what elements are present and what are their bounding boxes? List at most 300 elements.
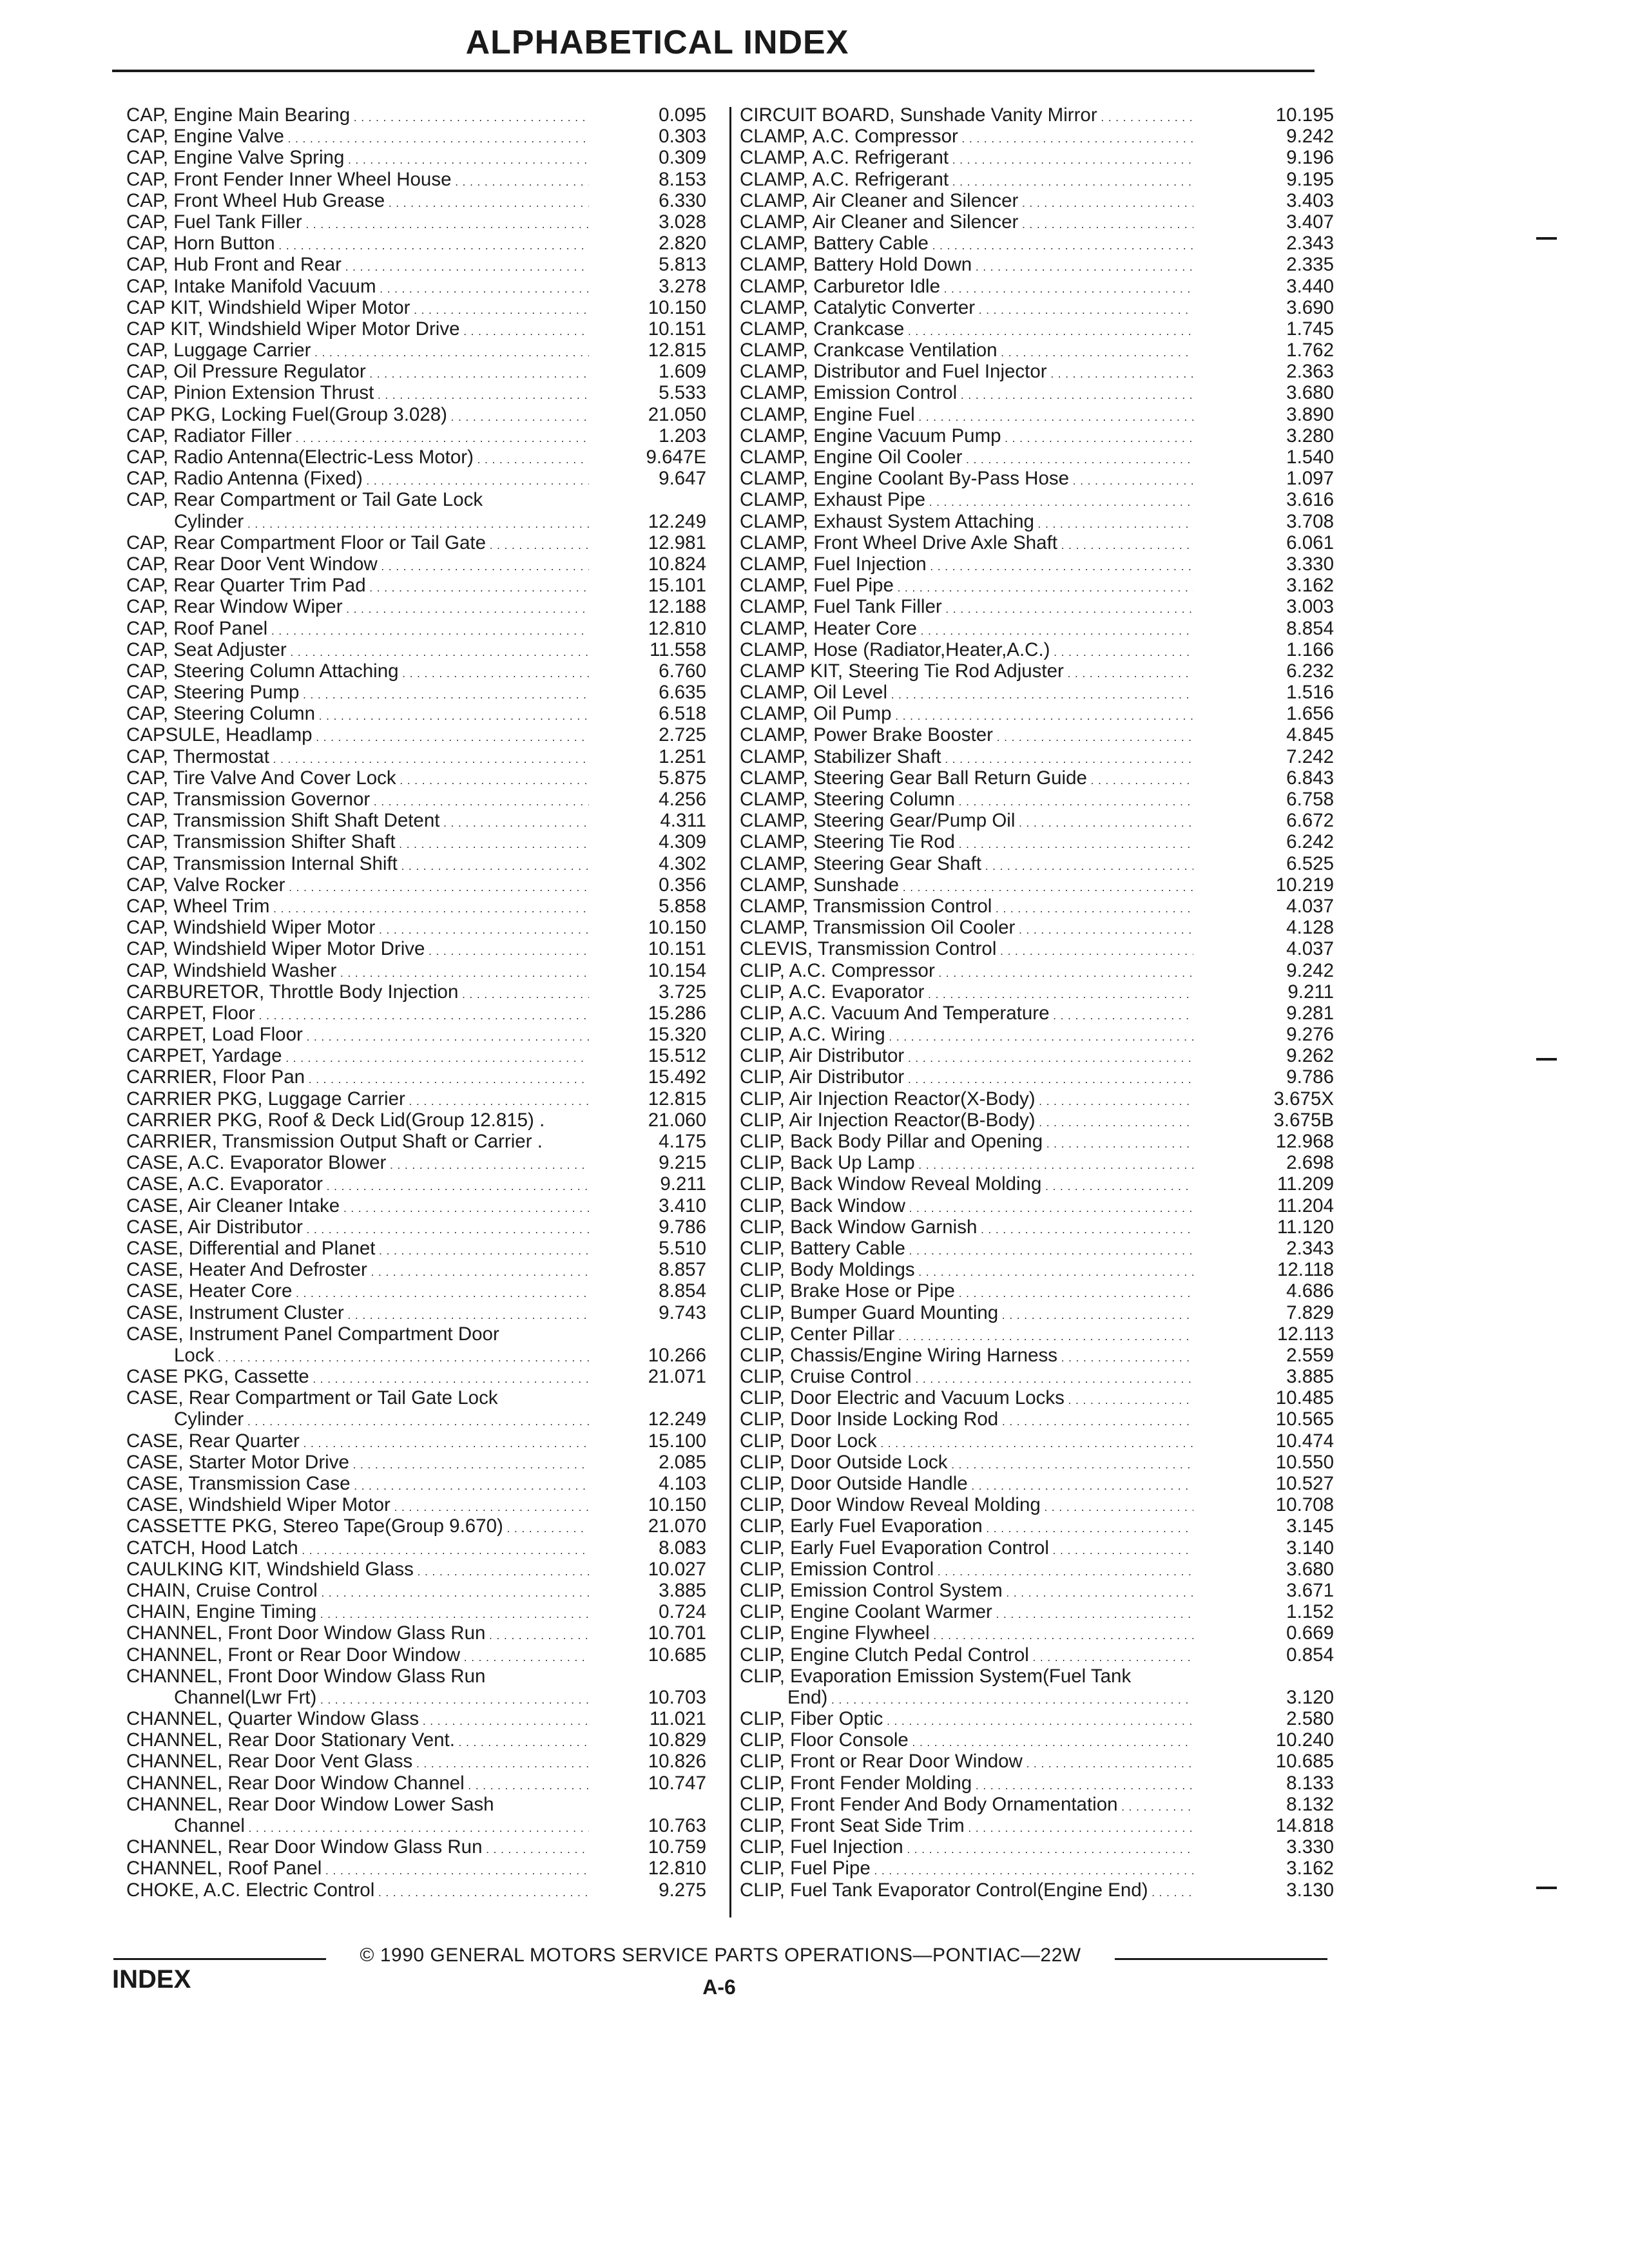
entry-description: CLIP, Chassis/Engine Wiring Harness . . . — [740, 1345, 1193, 1369]
index-entry — [126, 1195, 719, 1216]
index-entry — [740, 1238, 1333, 1259]
entry-group-number: 6.242 — [1286, 831, 1334, 853]
entry-description: CLAMP, Air Cleaner and Silencer . . . — [740, 211, 1193, 235]
entry-group-number: 10.150 — [648, 917, 706, 939]
index-entry — [740, 447, 1333, 468]
entry-description: CAP PKG, Locking Fuel(Group 3.028) . . . — [126, 404, 589, 428]
entry-group-number: 6.061 — [1286, 532, 1334, 553]
index-entry — [740, 917, 1333, 938]
index-entry — [740, 896, 1333, 917]
entry-description: CARRIER PKG, Roof & Deck Lid(Group 12.815) . — [126, 1109, 545, 1131]
entry-group-number: 3.885 — [659, 1579, 706, 1601]
entry-group-number: 3.680 — [1286, 1558, 1334, 1580]
entry-group-number: 3.130 — [1286, 1879, 1334, 1901]
entry-description: CLIP, Air Distributor . . . — [740, 1066, 1193, 1090]
entry-description: CAP, Radio Antenna(Electric-Less Motor) . . . — [126, 447, 589, 470]
index-entry — [740, 1708, 1333, 1729]
entry-description: Channel . . . — [126, 1815, 589, 1839]
entry-description: CLIP, Fuel Injection . . . — [740, 1836, 1193, 1860]
entry-description: CARPET, Load Floor . . . — [126, 1024, 589, 1048]
index-entry — [126, 553, 719, 575]
entry-group-number: 9.196 — [1286, 147, 1334, 169]
index-entry — [126, 789, 719, 810]
entry-description: CLAMP, Heater Core . . . — [740, 618, 1193, 642]
entry-group-number: 10.027 — [648, 1558, 706, 1580]
index-entry — [740, 960, 1333, 981]
entry-description: CARBURETOR, Throttle Body Injection . . . — [126, 981, 589, 1005]
entry-description: CAP, Fuel Tank Filler . . . — [126, 211, 589, 235]
entry-description: Channel(Lwr Frt) . . . — [126, 1687, 589, 1711]
entry-group-number: 10.151 — [648, 938, 706, 960]
entry-description: CLAMP, Hose (Radiator,Heater,A.C.) . . . — [740, 639, 1193, 663]
index-entry — [126, 169, 719, 190]
entry-description: CLIP, Brake Hose or Pipe . . . — [740, 1280, 1193, 1304]
entry-description: CAP, Hub Front and Rear . . . — [126, 254, 589, 278]
index-entry — [126, 1601, 719, 1622]
index-entry — [126, 1559, 719, 1580]
index-entry — [740, 810, 1333, 831]
entry-group-number: 12.118 — [1277, 1259, 1334, 1281]
entry-group-number: 5.533 — [659, 382, 706, 404]
index-entry — [740, 682, 1333, 703]
index-entry — [740, 489, 1333, 510]
entry-group-number: 6.635 — [659, 682, 706, 704]
entry-description: CLIP, Center Pillar . . . — [740, 1323, 1193, 1347]
entry-description: CLIP, Engine Clutch Pedal Control . . . — [740, 1644, 1193, 1668]
entry-description: CLAMP, Steering Gear/Pump Oil . . . — [740, 810, 1193, 834]
entry-group-number: 9.276 — [1286, 1024, 1334, 1046]
entry-group-number: 9.786 — [1286, 1066, 1334, 1088]
index-entry — [740, 1110, 1333, 1131]
entry-group-number: 7.829 — [1286, 1302, 1334, 1323]
entry-description: CLAMP, Exhaust Pipe . . . — [740, 489, 1193, 513]
entry-description: CAP, Thermostat . . . — [126, 746, 589, 770]
entry-group-number: 6.672 — [1286, 810, 1334, 832]
index-entry — [126, 1003, 719, 1024]
entry-group-number: 1.762 — [1286, 340, 1334, 361]
entry-description: CAP, Engine Valve Spring . . . — [126, 147, 589, 171]
entry-description: CARRIER, Floor Pan . . . — [126, 1066, 589, 1090]
entry-description: CLAMP, Steering Column . . . — [740, 789, 1193, 812]
index-entry — [740, 126, 1333, 147]
index-entry — [126, 211, 719, 233]
index-entry — [740, 1387, 1333, 1408]
entry-description: CLIP, A.C. Vacuum And Temperature . . . — [740, 1003, 1193, 1026]
index-entry — [740, 1879, 1333, 1901]
entry-group-number: 10.266 — [648, 1344, 706, 1366]
entry-group-number: 3.003 — [1286, 596, 1334, 618]
entry-group-number: 6.760 — [659, 660, 706, 682]
entry-group-number: 4.175 — [659, 1131, 706, 1152]
entry-group-number: 4.103 — [659, 1473, 706, 1494]
entry-description: CAP, Steering Pump . . . — [126, 682, 589, 706]
entry-description: Lock . . . — [126, 1345, 589, 1369]
entry-group-number: 2.363 — [1286, 361, 1334, 383]
entry-description: CLAMP, Oil Level . . . — [740, 682, 1193, 706]
entry-group-number: 11.120 — [1277, 1216, 1334, 1238]
entry-group-number: 8.133 — [1286, 1772, 1334, 1794]
entry-group-number: 10.240 — [1275, 1729, 1334, 1751]
entry-group-number: 1.203 — [659, 425, 706, 447]
index-entry — [126, 1879, 719, 1901]
index-entry — [740, 1366, 1333, 1387]
index-entry — [126, 746, 719, 767]
entry-description: CLAMP, Oil Pump . . . — [740, 703, 1193, 727]
index-entry — [126, 340, 719, 361]
index-entry — [126, 1216, 719, 1238]
entry-description: CASE, Heater Core . . . — [126, 1280, 589, 1304]
entry-description: CLAMP, Crankcase Ventilation . . . — [740, 340, 1193, 363]
index-entry — [126, 468, 719, 489]
entry-group-number: 12.188 — [648, 596, 706, 618]
index-entry — [126, 1452, 719, 1473]
entry-description: CLIP, Floor Console . . . — [740, 1729, 1193, 1753]
entry-group-number: 10.150 — [648, 296, 706, 318]
entry-description: CLIP, Engine Coolant Warmer . . . — [740, 1601, 1193, 1625]
entry-group-number: 9.275 — [659, 1879, 706, 1901]
entry-group-number: 12.981 — [648, 532, 706, 553]
index-entry — [740, 1430, 1333, 1452]
page-title: ALPHABETICAL INDEX — [465, 24, 849, 61]
index-entry — [126, 1473, 719, 1494]
entry-group-number: 1.516 — [1286, 682, 1334, 704]
entry-group-number: 10.685 — [1275, 1751, 1334, 1773]
entry-group-number: 15.286 — [648, 1002, 706, 1024]
entry-description: CLAMP, Fuel Pipe . . . — [740, 575, 1193, 599]
entry-group-number: 3.725 — [659, 981, 706, 1003]
index-entry — [740, 425, 1333, 447]
entry-group-number: 1.745 — [1286, 318, 1334, 340]
entry-group-number: 8.083 — [659, 1537, 706, 1559]
entry-description: CLAMP, Battery Cable . . . — [740, 233, 1193, 256]
entry-group-number: 3.671 — [1286, 1579, 1334, 1601]
entry-group-number: 12.810 — [648, 617, 706, 639]
entry-description: CAPSULE, Headlamp . . . — [126, 724, 589, 748]
entry-description: CASE, Instrument Panel Compartment Door — [126, 1323, 499, 1345]
index-entry — [740, 1088, 1333, 1110]
index-entry — [740, 1173, 1333, 1195]
index-entry — [126, 1708, 719, 1729]
index-entry — [126, 1794, 719, 1815]
entry-description: CHANNEL, Rear Door Vent Glass . . . — [126, 1751, 589, 1774]
index-entry — [126, 1045, 719, 1066]
entry-group-number: 15.492 — [648, 1066, 706, 1088]
index-entry — [740, 511, 1333, 532]
entry-group-number: 6.525 — [1286, 852, 1334, 874]
entry-group-number: 4.256 — [659, 789, 706, 810]
entry-group-number: 4.309 — [659, 831, 706, 853]
index-entry — [740, 981, 1333, 1003]
entry-group-number: 8.854 — [659, 1280, 706, 1302]
entry-group-number: 10.703 — [648, 1686, 706, 1708]
entry-description: Cylinder . . . — [126, 1408, 589, 1432]
entry-description: CAP, Rear Door Vent Window . . . — [126, 553, 589, 577]
index-entry — [126, 297, 719, 318]
index-entry — [126, 981, 719, 1003]
entry-group-number: 1.540 — [1286, 447, 1334, 468]
entry-description: CAP KIT, Windshield Wiper Motor Drive . . . — [126, 318, 589, 342]
index-entry — [740, 1302, 1333, 1323]
margin-mark — [1536, 1058, 1557, 1061]
entry-group-number: 10.565 — [1275, 1408, 1334, 1430]
entry-description: CLAMP, Steering Tie Rod . . . — [740, 831, 1193, 855]
index-entry — [740, 1559, 1333, 1580]
entry-description: CLAMP, Engine Fuel . . . — [740, 404, 1193, 428]
entry-group-number: 12.815 — [648, 1088, 706, 1110]
index-entry — [740, 767, 1333, 789]
entry-description: CLAMP, Fuel Tank Filler . . . — [740, 596, 1193, 620]
index-entry — [740, 1751, 1333, 1772]
entry-group-number: 10.829 — [648, 1729, 706, 1751]
entry-description: CLIP, Front or Rear Door Window . . . — [740, 1751, 1193, 1774]
index-entry — [126, 104, 719, 126]
index-entry — [126, 1666, 719, 1687]
index-entry — [126, 1110, 719, 1131]
entry-group-number: 10.826 — [648, 1751, 706, 1773]
entry-group-number: 10.708 — [1275, 1494, 1334, 1516]
entry-group-number: 10.474 — [1275, 1430, 1334, 1452]
index-entry — [740, 169, 1333, 190]
entry-group-number: 9.195 — [1286, 168, 1334, 190]
entry-group-number: 3.330 — [1286, 1836, 1334, 1858]
index-entry — [740, 789, 1333, 810]
entry-description: CAP, Rear Compartment Floor or Tail Gate . . . — [126, 532, 589, 556]
index-entry — [740, 1515, 1333, 1537]
index-entry — [740, 1152, 1333, 1173]
entry-group-number: 21.060 — [648, 1109, 706, 1131]
entry-group-number: 15.512 — [648, 1045, 706, 1067]
entry-group-number: 10.685 — [648, 1644, 706, 1666]
entry-group-number: 21.071 — [648, 1366, 706, 1388]
index-entry — [126, 938, 719, 959]
index-entry — [126, 724, 719, 745]
entry-group-number: 10.219 — [1275, 874, 1334, 896]
entry-description: CHOKE, A.C. Electric Control . . . — [126, 1879, 589, 1903]
entry-description: CLIP, Battery Cable . . . — [740, 1238, 1193, 1262]
entry-group-number: 4.686 — [1286, 1280, 1334, 1302]
entry-description: CASE PKG, Cassette . . . — [126, 1366, 589, 1390]
index-entry — [126, 874, 719, 896]
section-label: INDEX — [112, 1965, 191, 1994]
index-entry — [126, 532, 719, 553]
index-entry — [126, 1024, 719, 1045]
index-entry — [740, 1580, 1333, 1601]
index-entry — [126, 1366, 719, 1387]
entry-description: CASSETTE PKG, Stereo Tape(Group 9.670) . . . — [126, 1515, 589, 1539]
entry-description: CARRIER PKG, Luggage Carrier . . . — [126, 1088, 589, 1112]
entry-description: CHANNEL, Rear Door Window Glass Run . . . — [126, 1836, 589, 1860]
entry-group-number: 8.854 — [1286, 617, 1334, 639]
entry-description: CLIP, Back Up Lamp . . . — [740, 1152, 1193, 1176]
index-entry — [740, 553, 1333, 575]
entry-group-number: 3.140 — [1286, 1537, 1334, 1559]
entry-group-number: 4.037 — [1286, 938, 1334, 960]
entry-description: CIRCUIT BOARD, Sunshade Vanity Mirror . . . — [740, 104, 1193, 128]
entry-group-number: 3.162 — [1286, 575, 1334, 597]
entry-description: CAP, Oil Pressure Regulator . . . — [126, 361, 589, 385]
entry-group-number: 10.550 — [1275, 1451, 1334, 1473]
entry-group-number: 10.150 — [648, 1494, 706, 1516]
column-divider — [729, 107, 731, 1917]
entry-group-number: 9.211 — [660, 1173, 706, 1195]
entry-description: CAP, Steering Column . . . — [126, 703, 589, 727]
entry-group-number: 3.410 — [659, 1195, 706, 1216]
entry-group-number: 11.021 — [649, 1708, 706, 1730]
index-entry — [126, 767, 719, 789]
entry-group-number: 4.311 — [660, 810, 706, 832]
entry-group-number: 10.759 — [648, 1836, 706, 1858]
entry-description: CAP, Steering Column Attaching . . . — [126, 660, 589, 684]
entry-description: CLEVIS, Transmission Control . . . — [740, 938, 1193, 962]
index-entry — [740, 1815, 1333, 1836]
index-entry — [126, 147, 719, 168]
entry-description: CAP, Rear Quarter Trim Pad . . . — [126, 575, 589, 599]
index-entry — [126, 382, 719, 403]
index-entry — [740, 1280, 1333, 1302]
index-entry — [126, 1280, 719, 1302]
entry-description: CLIP, Front Seat Side Trim . . . — [740, 1815, 1193, 1839]
entry-group-number: 0.854 — [1286, 1644, 1334, 1666]
index-entry — [740, 596, 1333, 617]
entry-group-number: 14.818 — [1275, 1815, 1334, 1836]
entry-group-number: 6.518 — [659, 703, 706, 725]
entry-description: CAULKING KIT, Windshield Glass . . . — [126, 1559, 589, 1582]
index-entry — [740, 853, 1333, 874]
entry-description: CAP, Rear Compartment or Tail Gate Lock — [126, 489, 483, 511]
entry-group-number: 2.698 — [1286, 1152, 1334, 1174]
index-entry — [740, 297, 1333, 318]
entry-group-number: 2.343 — [1286, 233, 1334, 255]
index-entry — [126, 276, 719, 297]
index-entry — [126, 1387, 719, 1408]
entry-group-number: 8.857 — [659, 1259, 706, 1281]
entry-description: CAP, Transmission Internal Shift . . . — [126, 853, 589, 877]
entry-group-number: 3.330 — [1286, 553, 1334, 575]
entry-group-number: 6.330 — [659, 189, 706, 211]
entry-description: CLIP, Front Fender Molding . . . — [740, 1773, 1193, 1796]
index-entry — [126, 703, 719, 724]
index-entry — [740, 618, 1333, 639]
entry-description: CHANNEL, Rear Door Window Channel . . . — [126, 1773, 589, 1796]
entry-description: CAP, Windshield Washer . . . — [126, 960, 589, 984]
entry-group-number: 9.242 — [1286, 126, 1334, 148]
entry-description: CLAMP, Engine Oil Cooler . . . — [740, 447, 1193, 470]
index-entry — [740, 254, 1333, 275]
index-entry — [126, 1729, 719, 1751]
entry-group-number: 3.616 — [1286, 489, 1334, 511]
entry-description: CAP KIT, Windshield Wiper Motor . . . — [126, 297, 589, 321]
entry-description: CLAMP, Steering Gear Ball Return Guide . . . — [740, 767, 1193, 791]
entry-group-number: 6.232 — [1286, 660, 1334, 682]
index-entry — [126, 447, 719, 468]
entry-group-number: 3.028 — [659, 211, 706, 233]
entry-description: CAP, Transmission Governor . . . — [126, 789, 589, 812]
index-entry — [126, 618, 719, 639]
entry-group-number: 12.968 — [1275, 1131, 1334, 1152]
index-entry — [126, 1302, 719, 1323]
entry-description: CAP, Pinion Extension Thrust . . . — [126, 382, 589, 406]
entry-group-number: 15.320 — [648, 1024, 706, 1046]
index-entry — [740, 1452, 1333, 1473]
footer-rule-left — [113, 1958, 326, 1960]
entry-description: CASE, Rear Compartment or Tail Gate Lock — [126, 1387, 498, 1409]
index-entry — [740, 211, 1333, 233]
entry-description: Cylinder . . . — [126, 511, 589, 535]
index-entry — [740, 575, 1333, 596]
entry-description: CLAMP, Power Brake Booster . . . — [740, 724, 1193, 748]
index-column-right — [740, 104, 1333, 1901]
index-entry — [126, 511, 719, 532]
entry-group-number: 10.154 — [648, 959, 706, 981]
entry-description: CLAMP, Steering Gear Shaft . . . — [740, 853, 1193, 877]
entry-group-number: 15.100 — [648, 1430, 706, 1452]
index-entry — [126, 1836, 719, 1858]
entry-group-number: 3.440 — [1286, 275, 1334, 297]
entry-description: CLIP, Back Window . . . — [740, 1195, 1193, 1219]
entry-description: CLAMP, Exhaust System Attaching . . . — [740, 511, 1193, 535]
entry-description: CAP, Radio Antenna (Fixed) . . . — [126, 468, 589, 492]
index-entry — [126, 853, 719, 874]
entry-description: CAP, Rear Window Wiper . . . — [126, 596, 589, 620]
entry-group-number: 5.510 — [659, 1237, 706, 1259]
index-entry — [126, 425, 719, 447]
index-entry — [740, 104, 1333, 126]
entry-group-number: 4.302 — [659, 852, 706, 874]
entry-description: CASE, Instrument Cluster . . . — [126, 1302, 589, 1326]
index-entry — [740, 1131, 1333, 1152]
entry-group-number: 5.813 — [659, 254, 706, 276]
index-entry — [126, 190, 719, 211]
index-entry — [126, 126, 719, 147]
entry-description: CLAMP, Catalytic Converter . . . — [740, 297, 1193, 321]
entry-group-number: 1.152 — [1286, 1601, 1334, 1623]
entry-group-number: 10.824 — [648, 553, 706, 575]
entry-description: CLAMP, Front Wheel Drive Axle Shaft . . . — [740, 532, 1193, 556]
entry-description: CLIP, Emission Control System . . . — [740, 1580, 1193, 1604]
entry-group-number: 1.251 — [659, 745, 706, 767]
entry-description: CLAMP, Crankcase . . . — [740, 318, 1193, 342]
entry-group-number: 4.037 — [1286, 895, 1334, 917]
entry-description: CHAIN, Engine Timing . . . — [126, 1601, 589, 1625]
entry-group-number: 10.195 — [1275, 104, 1334, 126]
entry-description: CLAMP, Sunshade . . . — [740, 874, 1193, 898]
entry-group-number: 21.070 — [648, 1515, 706, 1537]
index-entry — [740, 1024, 1333, 1045]
entry-group-number: 12.113 — [1277, 1323, 1334, 1345]
entry-group-number: 10.527 — [1275, 1473, 1334, 1494]
entry-description: CHANNEL, Front Door Window Glass Run . . . — [126, 1622, 589, 1646]
index-entry — [740, 1836, 1333, 1858]
entry-description: CASE, Air Distributor . . . — [126, 1216, 589, 1240]
index-entry — [126, 831, 719, 852]
index-entry — [740, 1003, 1333, 1024]
entry-group-number: 9.786 — [659, 1216, 706, 1238]
entry-group-number: 3.162 — [1286, 1858, 1334, 1879]
index-entry — [740, 1216, 1333, 1238]
entry-description: CHANNEL, Front Door Window Glass Run — [126, 1665, 486, 1687]
entry-group-number: 3.145 — [1286, 1515, 1334, 1537]
entry-group-number: 3.120 — [1286, 1686, 1334, 1708]
entry-description: CAP, Engine Main Bearing . . . — [126, 104, 589, 128]
entry-description: CHANNEL, Rear Door Window Lower Sash — [126, 1793, 494, 1815]
entry-group-number: 21.050 — [648, 403, 706, 425]
index-entry — [126, 1687, 719, 1708]
entry-group-number: 11.558 — [649, 639, 706, 660]
index-entry — [740, 874, 1333, 896]
entry-description: CAP, Front Fender Inner Wheel House . . . — [126, 169, 589, 193]
index-entry — [740, 233, 1333, 254]
index-entry — [126, 1515, 719, 1537]
